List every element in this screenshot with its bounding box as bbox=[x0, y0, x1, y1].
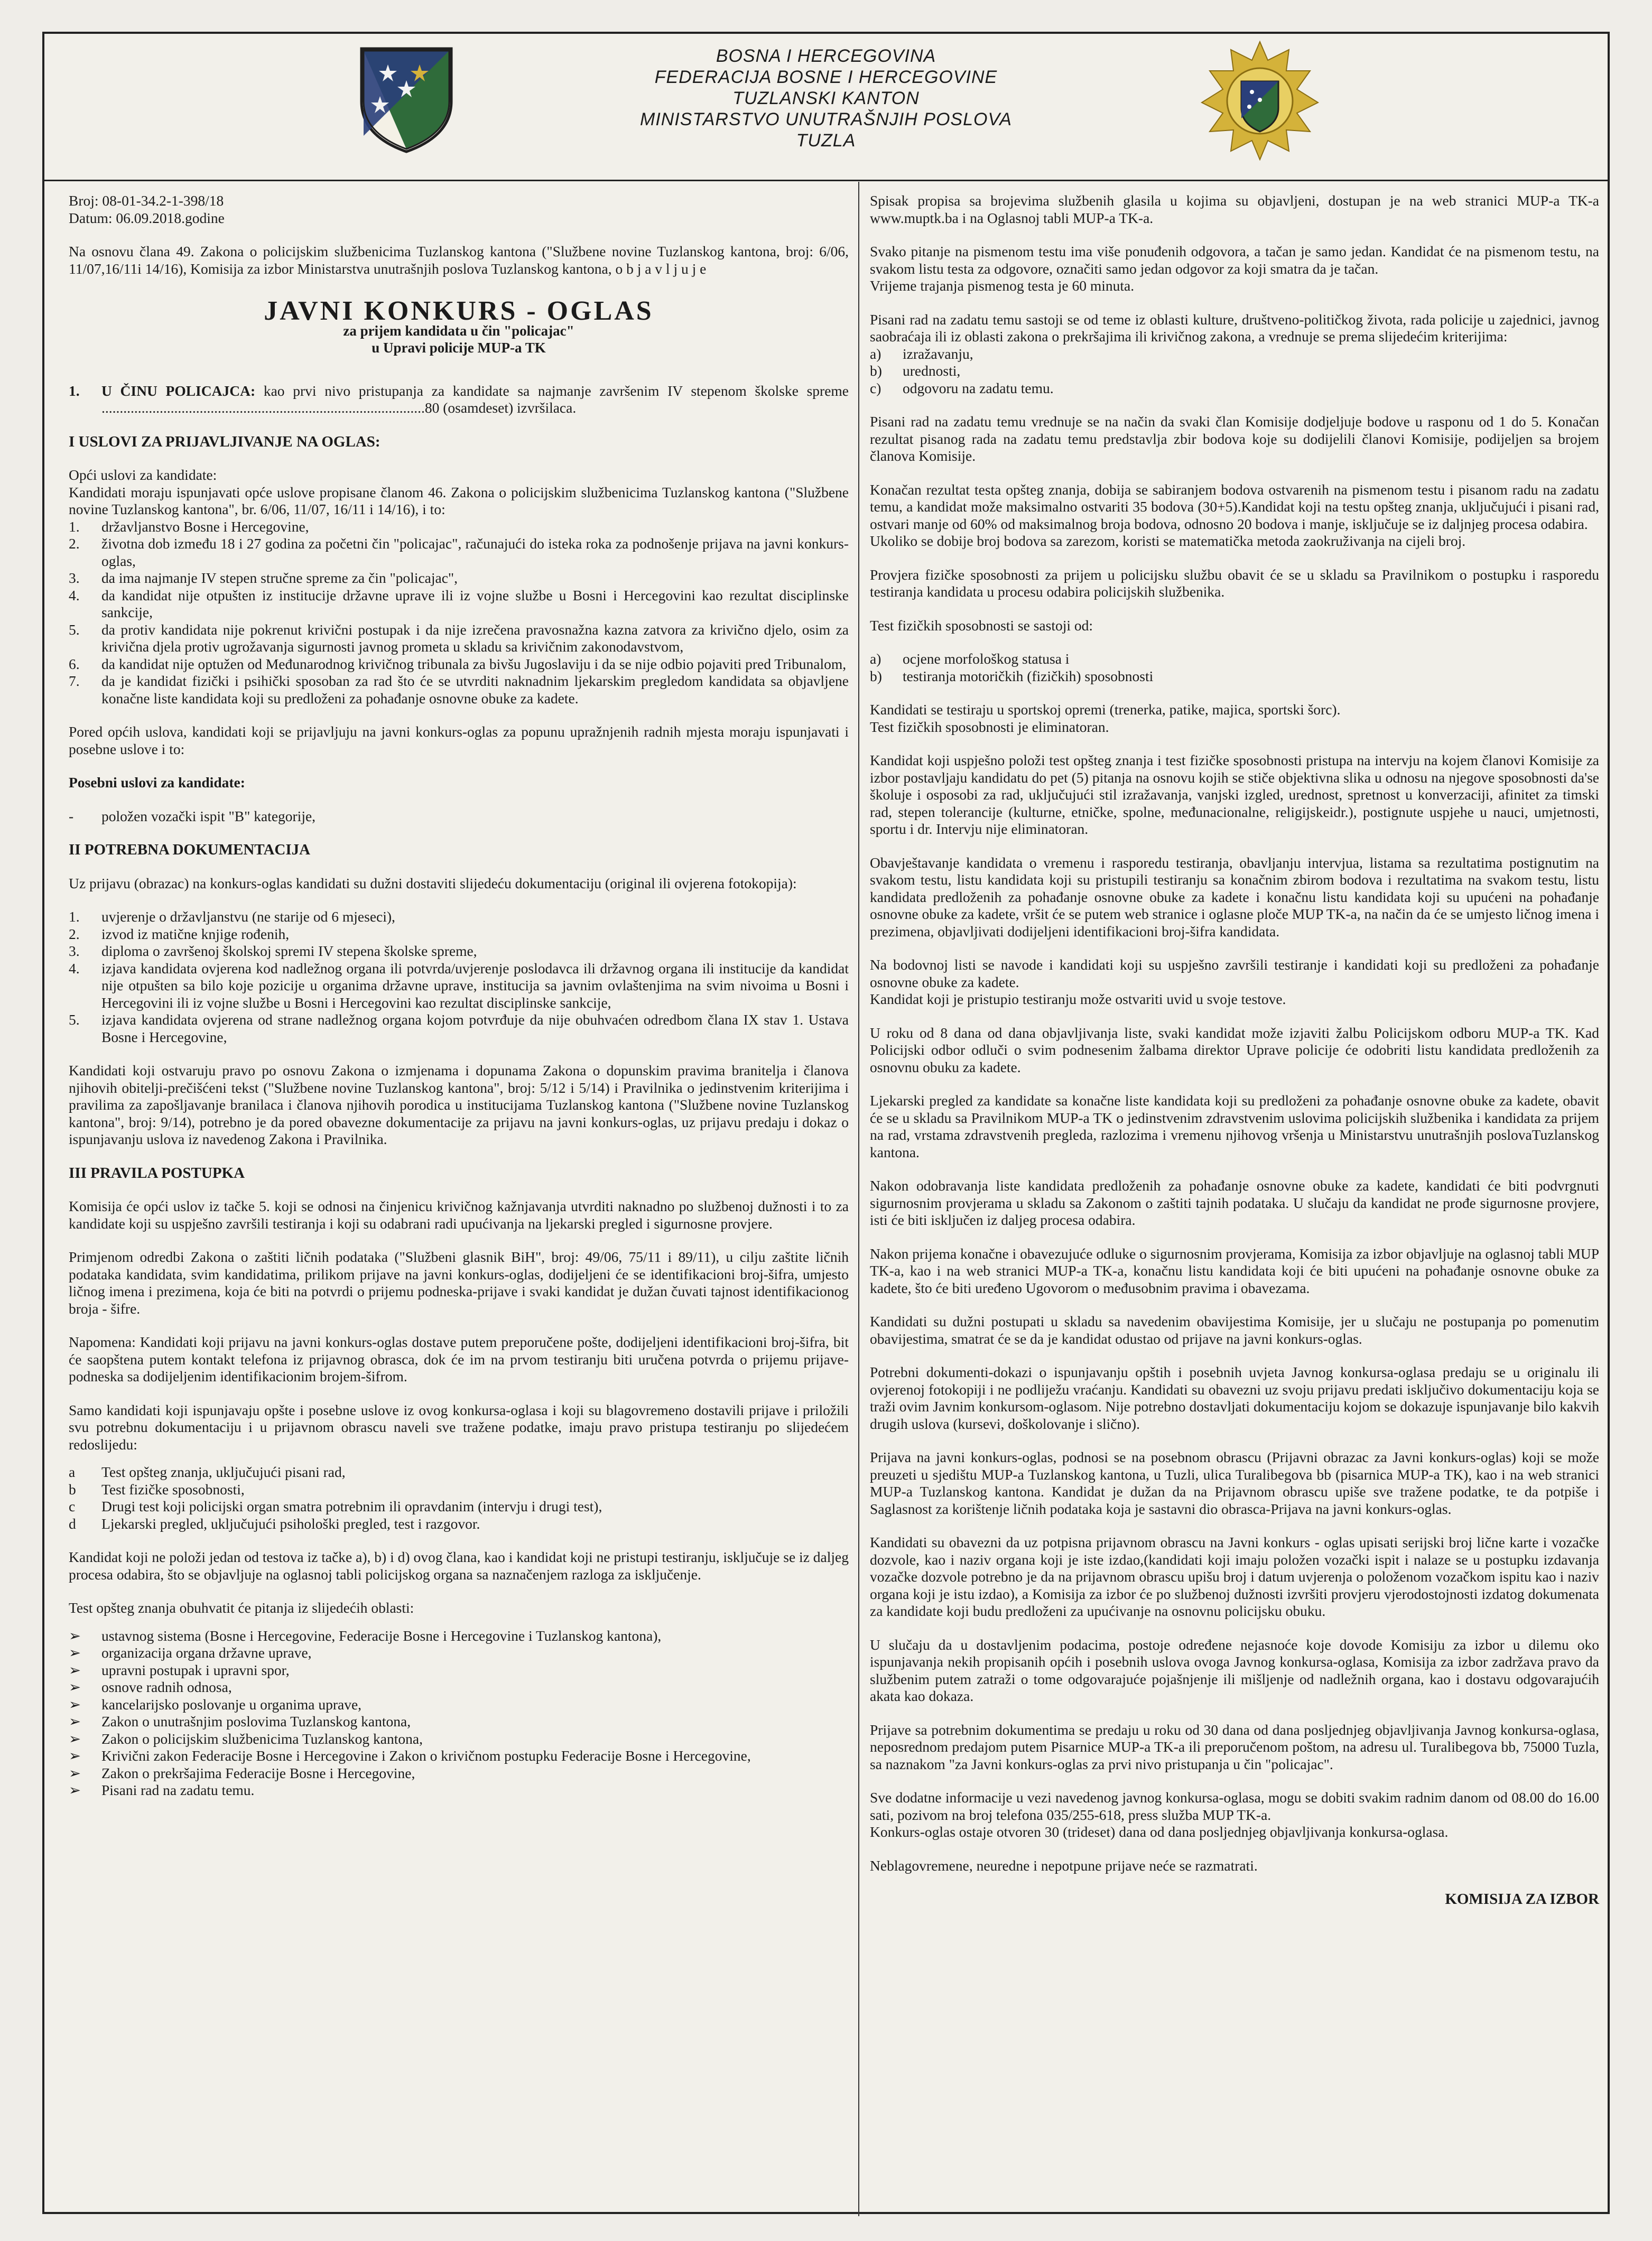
position-description: kao prvi nivo pristupanja za kandidate sa najmanje završenim IV stepenom školske spreme .........................................................................................80 (osamdeset) izvršilaca. bbox=[101, 382, 849, 416]
rules-paragraph-4: Samo kandidati koji ispunjavaju opšte i posebne uslove iz ovog konkursa-oglasa i koji su blagovremeno dostavili prijave i priložili svu potrebnu dokumentaciju i u prijavnom obrascu naveli sve tražene podatke, imaju pravo pristupa testiranju po slijedećem redoslijedu: bbox=[69, 1401, 849, 1453]
list-item: ➢ organizacija organa državne uprave, bbox=[69, 1644, 312, 1661]
list-item: - položen vozački ispit "B" kategorije, bbox=[69, 807, 316, 824]
committee-signature: KOMISIJA ZA IZBOR bbox=[1445, 1891, 1599, 1908]
list-item: a) ocjene morfološkog statusa i bbox=[870, 650, 1070, 667]
veterans-paragraph: Kandidati koji ostvaruju pravo po osnovu Zakona o izmjenama i dopunama Zakona o dopunskim pravima branitelja i članova njihovih obitelji-prečišćeni tekst ("Službene novine Tuzlanskog kantona", broj: 5/12 i 5/14) i Pravilnika o jedinstvenim kriterijima i pravilima za zapošljavanje branilaca i članova njihovih porodica u institucijama Tuzlanskog kantona ("Službene novine Tuzlanskog kantona", broj: 9/14), potrebno je da pored obavezne dokumentacije za prijavu na javni konkurs-oglas, uz prijavu predaju i dokaz o ispunjavanju uslova iz navedenog Zakona i Pravilnika. bbox=[69, 1062, 849, 1147]
list-item: ➢ upravni postupak i upravni spor, bbox=[69, 1661, 290, 1678]
list-item: 3. da ima najmanje IV stepen stručne spreme za čin "policajac", bbox=[69, 570, 458, 586]
test-review-paragraph: Kandidat koji je pristupio testiranju može ostvariti uvid u svoje testove. bbox=[870, 991, 1286, 1007]
list-item: ➢ kancelarijsko poslovanje u organima uprave, bbox=[69, 1696, 362, 1713]
list-item: ➢ ustavnog sistema (Bosne i Hercegovine, Federacije Bosne i Hercegovine i Tuzlanskog kantona), bbox=[69, 1627, 662, 1644]
general-conditions-label: Opći uslovi za kandidate: bbox=[69, 467, 217, 483]
legal-basis-paragraph: Na osnovu člana 49. Zakona o policijskim službenicima Tuzlanskog kantona ("Službene novine Tuzlanskog kantona, broj: 6/06, 11/07,16/11i 14/16), Komisija za izbor Ministarstva unutrašnjih poslova Tuzlanskog kantona, o b j a v l j u j e bbox=[69, 243, 849, 277]
general-conditions-list bbox=[69, 518, 849, 708]
id-documents-paragraph: Kandidati su obavezni da uz potpisna prijavnom obrascu na Javni konkurs - oglas upisati serijski broj lične karte i vozačke dozvole, kao i naziv organa koji je iste izdao,(kandidati koji imaju položen vozački ispit i nalaze se u postupku izdavanja vozačke dozvole potrebno je da na prijavnom obrascu upišu broj i datum uvjerenja o položenom vozačkom ispitu kao i naziv organa koji je istu izdao), a Komisija za izbor će po službenoj dužnosti izvršiti provjeru vjerodostojnosti izdatog dokumenata za kandidate koji budu predloženi za upućivanje na osnovnu policijsku obuku. bbox=[870, 1534, 1599, 1619]
header-line-1: BOSNA I HERCEGOVINA bbox=[716, 46, 936, 66]
special-conditions-list bbox=[69, 808, 849, 825]
list-item: d Ljekarski pregled, uključujući psihološki pregled, test i razgovor. bbox=[69, 1515, 480, 1532]
column-divider bbox=[858, 182, 859, 2216]
list-item: ➢ Zakon o unutrašnjim poslovima Tuzlanskog kantona, bbox=[69, 1713, 411, 1729]
physical-test-intro: Test fizičkih sposobnosti se sastoji od: bbox=[870, 617, 1093, 634]
document-date: Datum: 06.09.2018.godine bbox=[69, 209, 225, 226]
header-line-5: TUZLA bbox=[796, 131, 856, 151]
list-item: 1. državljanstvo Bosne i Hercegovine, bbox=[69, 518, 309, 535]
list-item: 1. uvjerenje o državljanstvu (ne starije od 6 mjeseci), bbox=[69, 908, 395, 925]
rules-paragraph-3: Napomena: Kandidati koji prijavu na javni konkurs-oglas dostave putem preporučene pošte, dodijeljeni identifikacioni broj-šifra, bit će saopštena putem kontakt telefona iz prijavnog obrasca, dok će im na prvom testiranju biti uručena potvrda o prijemu prijave-podneska sa dodijeljenim identifikacionim brojem-šifrom. bbox=[69, 1334, 849, 1384]
list-item: 5. da protiv kandidata nije pokrenut krivični postupak i da nije izrečena pravosnažna kazna zatvora za krivično djelo, osim za krivična djela protiv ugrožavanja sigurnosti javnog prometa u skladu sa krivičnim zakonodavstvom, bbox=[69, 621, 849, 655]
header-divider bbox=[44, 180, 1608, 181]
section-3-title: III PRAVILA POSTUPKA bbox=[69, 1164, 245, 1182]
score-list-paragraph: Na bodovnoj listi se navode i kandidati koji su uspješno završili testiranje i kandidati koji su predloženi za pohađanje osnovne obuke za kadete. bbox=[870, 956, 1599, 990]
list-item: ➢ Zakon o prekršajima Federacije Bosne i Hercegovine, bbox=[69, 1764, 415, 1781]
document-header bbox=[44, 34, 1608, 171]
rules-paragraph-5: Kandidat koji ne položi jedan od testova iz tačke a), b) i d) ovog člana, kao i kandidat koji ne pristupi testiranju, isključuje se iz daljeg procesa odabira, što se objavljuje na oglasnoj tabli policijskog organa sa naznačenjem razloga za isključenje. bbox=[69, 1549, 849, 1583]
position-item bbox=[69, 383, 849, 417]
list-item: a Test opšteg znanja, uključujući pisani rad, bbox=[69, 1464, 346, 1480]
medical-exam-paragraph: Ljekarski pregled za kandidate sa konačne liste kandidata koji su predloženi za pohađanje osnovne obuke za kadete, obavit će se u skladu sa Pravilnikom MUP-a TK o jedinstvenim zdravstvenim uslovima policijskih službenika i kandidata za prijem na rad, vrstama zdravstvenih pregleda, razlozima i vremenu njihovog vršenja u Ministarstvu unutrašnjih poslovaTuzlanskog kantona. bbox=[870, 1092, 1599, 1160]
documents-intro: Uz prijavu (obrazac) na konkurs-oglas kandidati su dužni dostaviti slijedeću dokumentaciju (original ili ovjerena fotokopija): bbox=[69, 875, 797, 891]
sports-equipment-paragraph: Kandidati se testiraju u sportskoj opremi (trenerka, patike, majica, sportski šorc). bbox=[870, 701, 1341, 718]
final-score-paragraph: Konačan rezultat testa opšteg znanja, dobija se sabiranjem bodova ostvarenih na pismenom testu i pisanom radu na zadatu temu, a kandidat može maksimalno ostvariti 35 bodova (30+5).Kandidat koji na testu opšteg znanja, uključujući i pisani rad, ostvari manje od 60% od maksimalnog broja bodova, odnosno 20 bodova i manje, isključuje se iz daljnjeg procesa odabira. bbox=[870, 481, 1599, 532]
list-item: b) urednosti, bbox=[870, 362, 961, 379]
list-item: b Test fizičke sposobnosti, bbox=[69, 1481, 245, 1498]
list-item: 2. izvod iz matične knjige rođenih, bbox=[69, 925, 290, 942]
document-number: Broj: 08-01-34.2-1-398/18 bbox=[69, 192, 224, 209]
tests-list bbox=[69, 1464, 849, 1532]
header-line-3: TUZLANSKI KANTON bbox=[732, 88, 920, 108]
security-check-paragraph: Nakon odobravanja liste kandidata predloženih za pohađanje osnovne obuke za kadete, kandidati će biti podvrgnuti sigurnosnim provjerama u skladu sa Zakonom o zaštiti tajnih podataka. U slučaju da kandidat ne prođe sigurnosne provjere, isti će biti isključen iz daljeg procesa odabira. bbox=[870, 1177, 1599, 1228]
rules-paragraph-1: Komisija će opći uslov iz tačke 5. koji se odnosi na činjenicu krivičnog kažnjavanja utvrditi naknadno po službenoj dužnosti i to za kandidate koji su uspješno završili testiranja i koji su odabrani radi upućivanja na ljekarski pregled i sigurnosne provjere. bbox=[69, 1198, 849, 1232]
document-page bbox=[42, 32, 1610, 2214]
list-item: c) odgovoru na zadatu temu. bbox=[870, 379, 1054, 396]
submission-paragraph: Prijave sa potrebnim dokumentima se predaju u roku od 30 dana od dana posljednjeg objavljivanja Javnog konkursa-oglasa, neposrednom predajom putem Pisarnice MUP-a TK-a ili preporučenom poštom, na adresu ul. Turalibegova bb, 75000 Tuzla, sa naznakom "za Javni konkurs-oglas za prvi nivo pristupanja u čin "policajac". bbox=[870, 1721, 1599, 1772]
open-period-paragraph: Konkurs-oglas ostaje otvoren 30 (trideset) dana od dana posljednjeg objavljivanja konkursa-oglasa. bbox=[870, 1824, 1449, 1840]
written-test-paragraph: Svako pitanje na pismenom testu ima više ponuđenih odgovora, a tačan je samo jedan. Kandidat će na pismenom testu, na svakom listu testa za odgovore, označiti samo jedan odgovor za koji smatra da je tačan. bbox=[870, 243, 1599, 277]
rounding-paragraph: Ukoliko se dobije broj bodova sa zarezom, koristi se matematička metoda zaokruživanja na cijeli broj. bbox=[870, 533, 1466, 549]
application-form-paragraph: Prijava na javni konkurs-oglas, podnosi se na posebnom obrascu (Prijavni obrazac za Javni konkurs-oglas) koji se može preuzeti u sjedištu MUP-a Tuzlanskog kantona, u Tuzli, ulica Turalibegova bb (pisarnica MUP-a TK), kao i na web stranici MUP-a Tuzlanskog kantona. Kandidat je dužan da na Prijavnom obrascu upiše sve tražene podatke, te da potpiše i Saglasnost za korištenje ličnih podataka koja je sastavni dio obrasca-Prijava na javni konkurs-oglas. bbox=[870, 1449, 1599, 1517]
list-item: 7. da je kandidat fizički i psihički sposoban za rad što će se utvrditi naknadnim ljekarskim pregledom kandidata sa objavljene konačne liste kandidata koji su predloženi za pohađanje osnovne obuke za kadete. bbox=[69, 673, 849, 706]
special-conditions-label: Posebni uslovi za kandidate: bbox=[69, 774, 245, 791]
incomplete-applications-paragraph: Neblagovremene, neuredne i nepotpune prijave neće se razmatrati. bbox=[870, 1857, 1258, 1874]
document-subtitle-1: za prijem kandidata u čin "policajac" bbox=[343, 322, 574, 339]
document-title: JAVNI KONKURS - OGLAS bbox=[264, 296, 654, 326]
essay-scoring-paragraph: Pisani rad na zadatu temu vrednuje se na način da svaki član Komisije dodjeljuje bodove u rasponu od 1 do 5. Konačan rezultat pisanog rada na zadatu temu predstavlja zbir bodova koje su dodijelili članovi Komisije, podijeljen sa brojem članova Komisije. bbox=[870, 413, 1599, 464]
general-conditions-intro: Kandidati moraju ispunjavati opće uslove propisane članom 46. Zakona o policijskim službenicima Tuzlanskog kantona ("Službene novine Tuzlanskog kantona", br. 6/06, 11/07, 16/11 i 14/16), i to: bbox=[69, 483, 849, 517]
knowledge-areas-intro: Test opšteg znanja obuhvatit će pitanja iz slijedećih oblasti: bbox=[69, 1600, 414, 1616]
list-item: 5. izjava kandidata ovjerena od strane nadležnog organa kojom potvrđuje da nije obuhvaćen odredbom člana IX stav 1. Ustava Bosne i Hercegovine, bbox=[69, 1011, 849, 1045]
notification-paragraph: Obavještavanje kandidata o vremenu i rasporedu testiranja, obavljanju intervjua, listama sa rezultatima postignutim na svakom testu, listu kandidata koji su pristupili testiranju sa konačnim zbirom bodova i rezultatima na svakom testu, listu kandidata predloženih za pohađanje osnovne obuke za kadete i konačnu listu kandidata koji su upućeni na pohađanje osnovne obuke za kadete, vršit će se putem web stranice i oglasne ploče MUP TK-a, na način da će se umjesto ličnog imena i prezimena, objavljivati dodijeljeni identifikacioni broj-šifra kandidata. bbox=[870, 854, 1599, 940]
list-item: ➢ Pisani rad na zadatu temu. bbox=[69, 1782, 255, 1798]
list-item: ➢ Krivični zakon Federacije Bosne i Hercegovine i Zakon o krivičnom postupku Federacije Bosne i Hercegovine, bbox=[69, 1747, 751, 1764]
section-2-title: II POTREBNA DOKUMENTACIJA bbox=[69, 841, 311, 858]
physical-check-paragraph: Provjera fizičke sposobnosti za prijem u policijsku službu obavit će se u skladu sa Pravilnikom o postupku i rasporedu testiranja kandidata u procesu odabira policijskih službenika. bbox=[870, 566, 1599, 600]
essay-criteria-list bbox=[870, 346, 1599, 397]
list-item: 6. da kandidat nije optužen od Međunarodnog krivičnog tribunala za bivšu Jugoslaviju i da se nije odbio pojaviti pred Tribunalom, bbox=[69, 655, 847, 672]
list-item: b) testiranja motoričkih (fizičkih) sposobnosti bbox=[870, 667, 1154, 684]
interview-paragraph: Kandidat koji uspješno položi test opšteg znanja i test fizičke sposobnosti pristupa na intervju na kojem članovi Komisije za izbor postavljaju kandidatu do pet (5) pitanja na osnovu kojih se stiče objektivna slika u odnosu na njegove sposobnosti da'se školuje i osposobi za rad, uključujući stil izražavanja, vanjski izgled, urednost, spretnost u konverzaciji, afinitet za timski rad, stepen tolerancije (kulturne, etničke, spolne, međunacionalne, religijskeidr.), postignute uspjehe u nauci, umjetnosti, sportu i dr. Intervju nije eliminatoran. bbox=[870, 752, 1599, 837]
list-item: 3. diploma o završenoj školskoj spremi IV stepena školske spreme, bbox=[69, 943, 477, 959]
contact-paragraph: Sve dodatne informacije u vezi navedenog javnog konkursa-oglasa, mogu se dobiti svakim radnim danom od 08.00 do 16.00 sati, pozivom na broj telefona 035/255-618, press služba MUP TK-a. bbox=[870, 1789, 1599, 1823]
list-item: ➢ Zakon o policijskim službenicima Tuzlanskog kantona, bbox=[69, 1730, 423, 1747]
header-line-2: FEDERACIJA BOSNE I HERCEGOVINE bbox=[654, 67, 998, 87]
special-conditions-intro: Pored općih uslova, kandidati koji se prijavljuju na javni konkurs-oglas za popunu upražnjenih radnih mjesta moraju ispunjavati i posebne uslove i to: bbox=[69, 723, 849, 757]
written-test-duration: Vrijeme trajanja pismenog testa je 60 minuta. bbox=[870, 277, 1135, 294]
rules-paragraph-2: Primjenom odredbi Zakona o zaštiti ličnih podataka ("Službeni glasnik BiH", broj: 49/06, 75/11 i 89/11), u cilju zaštite ličnih podataka kandidata, svim kandidatima, prilikom prijave na javni konkurs-oglas, dodijeljeni će se identifikacioni broj-šifra, umjesto ličnog imena i prezimena, koja će biti na potvrdi o prijemu podneska-prijave i svaki kandidat je dužan čuvati tajnost identifikacionog broja - šifre. bbox=[69, 1249, 849, 1317]
document-subtitle-2: u Upravi policije MUP-a TK bbox=[372, 339, 546, 356]
list-item: ➢ osnove radnih odnosa, bbox=[69, 1679, 232, 1695]
physical-test-list bbox=[870, 650, 1599, 685]
documents-list bbox=[69, 908, 849, 1046]
police-badge-icon bbox=[1196, 39, 1323, 161]
regulations-paragraph: Spisak propisa sa brojevima službenih glasila u kojima su objavljeni, dostupan je na web stranici MUP-a TK-a www.muptk.ba i na Oglasnoj tabli MUP-a TK-a. bbox=[870, 192, 1599, 226]
essay-paragraph: Pisani rad na zadatu temu sastoji se od teme iz oblasti kulture, društveno-političkog života, rada policije u zajednici, javnog saobraćaja ili iz oblasti zakona o prekršajima ili krivičnog zakona, a vrednuje se prema slijedećim kriterijima: bbox=[870, 311, 1599, 345]
right-column bbox=[870, 192, 1599, 1908]
list-item: c Drugi test koji policijski organ smatra potrebnim ili opravdanim (intervju i drugi test), bbox=[69, 1498, 602, 1514]
appeal-paragraph: U roku od 8 dana od dana objavljivanja liste, svaki kandidat može izjaviti žalbu Policijskom odboru MUP-a TK. Kad Policijski odbor odluči o svim podnesenim žalbama direktor Uprave policije će odobriti listu kandidata predloženih za osnovnu obuku za kadete. bbox=[870, 1024, 1599, 1075]
list-item: a) izražavanju, bbox=[870, 345, 973, 362]
position-title: U ČINU POLICAJCA: bbox=[101, 382, 256, 399]
eliminatory-paragraph: Test fizičkih sposobnosti je eliminatoran. bbox=[870, 718, 1109, 735]
position-list bbox=[69, 383, 849, 417]
header-titles bbox=[44, 45, 1608, 151]
documents-proof-paragraph: Potrebni dokumenti-dokazi o ispunjavanju opštih i posebnih uvjeta Javnog konkursa-oglasa predaju se u originalu ili ovjerenoj fotokopiji i ne podliježu vraćanju. Kandidati su obavezni uz svoju prijavu predati isključivo dokumentaciju koja se traži ovim Javnim konkursom-oglasom. Nije potrebno dostavljati dokumentaciju kojom se dokazuje ispunjavanje bilo kakvih drugih uslova (kursevi, doškolovanje i slično). bbox=[870, 1364, 1599, 1432]
obligations-paragraph: Kandidati su dužni postupati u skladu sa navedenim obavijestima Komisije, jer u slučaju ne postupanja po pomenutim obavijestima, smatrat će se da je kandidat odustao od prijave na javni konkurs-oglas. bbox=[870, 1313, 1599, 1347]
knowledge-areas-list bbox=[69, 1628, 849, 1799]
header-line-4: MINISTARSTVO UNUTRAŠNJIH POSLOVA bbox=[640, 109, 1012, 129]
section-1-title: I USLOVI ZA PRIJAVLJIVANJE NA OGLAS: bbox=[69, 433, 380, 450]
left-column bbox=[69, 192, 849, 1799]
final-list-paragraph: Nakon prijema konačne i obavezujuće odluke o sigurnosnim provjerama, Komisija za izbor objavljuje na oglasnoj tabli MUP TK-a, kao i na web stranici MUP-a TK-a, konačnu listu kandidata koji će biti upućeni na pohađanje osnovne obuke za kadete, što će biti uređeno Ugovorom o međusobnim pravima i obavezama. bbox=[870, 1245, 1599, 1296]
list-item: 4. da kandidat nije otpušten iz institucije državne uprave ili iz vojne službe u Bosni i Hercegovini kao rezultat disciplinske sankcije, bbox=[69, 587, 849, 620]
position-number: 1. bbox=[69, 382, 80, 399]
clarification-paragraph: U slučaju da u dostavljenim podacima, postoje određene nejasnoće koje dovode Komisiju za izbor u dilemu oko ispunjavanja nekih propisanih općih i posebnih uslova ovoga Javnog konkursa-oglasa, Komisija za izbor zadržava pravo da službenim putem zatraži o tome odgovarajuće pojašnjenje ili mišljenje od nadležnih organa, kao i dostavu odgovarajućih akata kao dokaza. bbox=[870, 1636, 1599, 1704]
list-item: 4. izjava kandidata ovjerena kod nadležnog organa ili potvrda/uvjerenje poslodavca ili državnog organa ili institucije da kandidat nije otpušten sa bilo koje pozicije u organima državne uprave, institucija sa javnim ovlaštenjima na svim nivoima u Bosni i Hercegovini ili iz vojne službe u Bosni i Hercegovini kao rezultat disciplinske sankcije, bbox=[69, 960, 849, 1011]
list-item: 2. životna dob između 18 i 27 godina za početni čin "policajac", računajući do isteka roka za podnošenje prijava na javni konkurs-oglas, bbox=[69, 535, 849, 569]
